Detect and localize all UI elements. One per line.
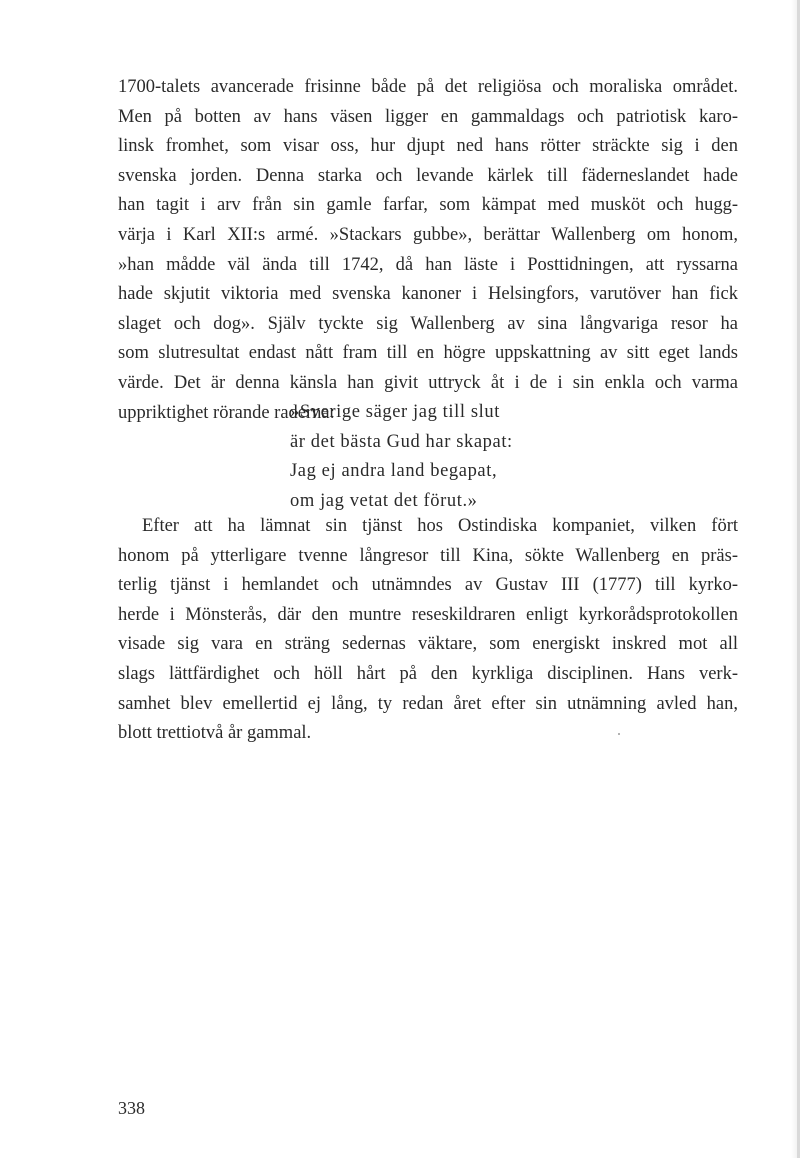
poem-quote: [290, 398, 513, 516]
text-line: Efter att ha lämnat sin tjänst hos Ostindiska kompaniet, vilken fört: [142, 516, 738, 536]
text-line: svenska jorden. Denna starka och levande kärlek till fäderneslandet hade: [118, 165, 738, 186]
poem-line: om jag vetat det förut.»: [290, 490, 478, 511]
page-number: 338: [118, 1098, 145, 1118]
poem-line: Jag ej andra land begapat,: [290, 461, 498, 482]
text-line: slags lättfärdighet och höll hårt på den kyrkliga disciplinen. Hans verk-: [118, 663, 738, 684]
text-line: uppriktighet rörande raderna:: [118, 402, 335, 423]
paragraph-2: [118, 512, 738, 749]
text-line: som slutresultat endast nått fram till en högre uppskattning av sitt eget lands: [118, 343, 738, 364]
text-line: Men på botten av hans väsen ligger en gammaldags och patriotisk karo-: [118, 106, 738, 127]
text-line: herde i Mönsterås, där den muntre reseskildraren enligt kyrkorådsprotokollen: [118, 604, 738, 625]
poem-line: är det bästa Gud har skapat:: [290, 431, 513, 452]
text-line: terlig tjänst i hemlandet och utnämndes av Gustav III (1777) till kyrko-: [118, 575, 738, 596]
poem-line: »Sverige säger jag till slut: [290, 402, 500, 422]
text-line: »han mådde väl ända till 1742, då han läste i Posttidningen, att ryssarna: [118, 254, 738, 275]
text-line: han tagit i arv från sin gamle farfar, som kämpat med musköt och hugg-: [118, 195, 738, 216]
text-line: slaget och dog». Själv tyckte sig Wallenberg av sina långvariga resor ha: [118, 313, 738, 334]
text-line: värja i Karl XII:s armé. »Stackars gubbe», berättar Wallenberg om honom,: [118, 224, 738, 245]
text-line: blott trettiotvå år gammal.: [118, 723, 312, 744]
text-line: honom på ytterligare tvenne långresor till Kina, sökte Wallenberg en präs-: [118, 545, 738, 566]
print-speck: [618, 733, 620, 735]
text-line: linsk fromhet, som visar oss, hur djupt ned hans rötter sträckte sig i den: [118, 136, 738, 157]
text-line: hade skjutit viktoria med svenska kanoner i Helsingfors, varutöver han fick: [118, 284, 738, 305]
paragraph-1: [118, 73, 738, 428]
text-line: samhet blev emellertid ej lång, ty redan året efter sin utnämning avled han,: [118, 693, 738, 714]
text-line: värde. Det är denna känsla han givit uttryck åt i de i sin enkla och varma: [118, 372, 738, 393]
text-line: visade sig vara en sträng sedernas väktare, som energiskt inskred mot all: [118, 634, 738, 655]
text-line: 1700-talets avancerade frisinne både på det religiösa och moraliska området.: [118, 77, 738, 97]
